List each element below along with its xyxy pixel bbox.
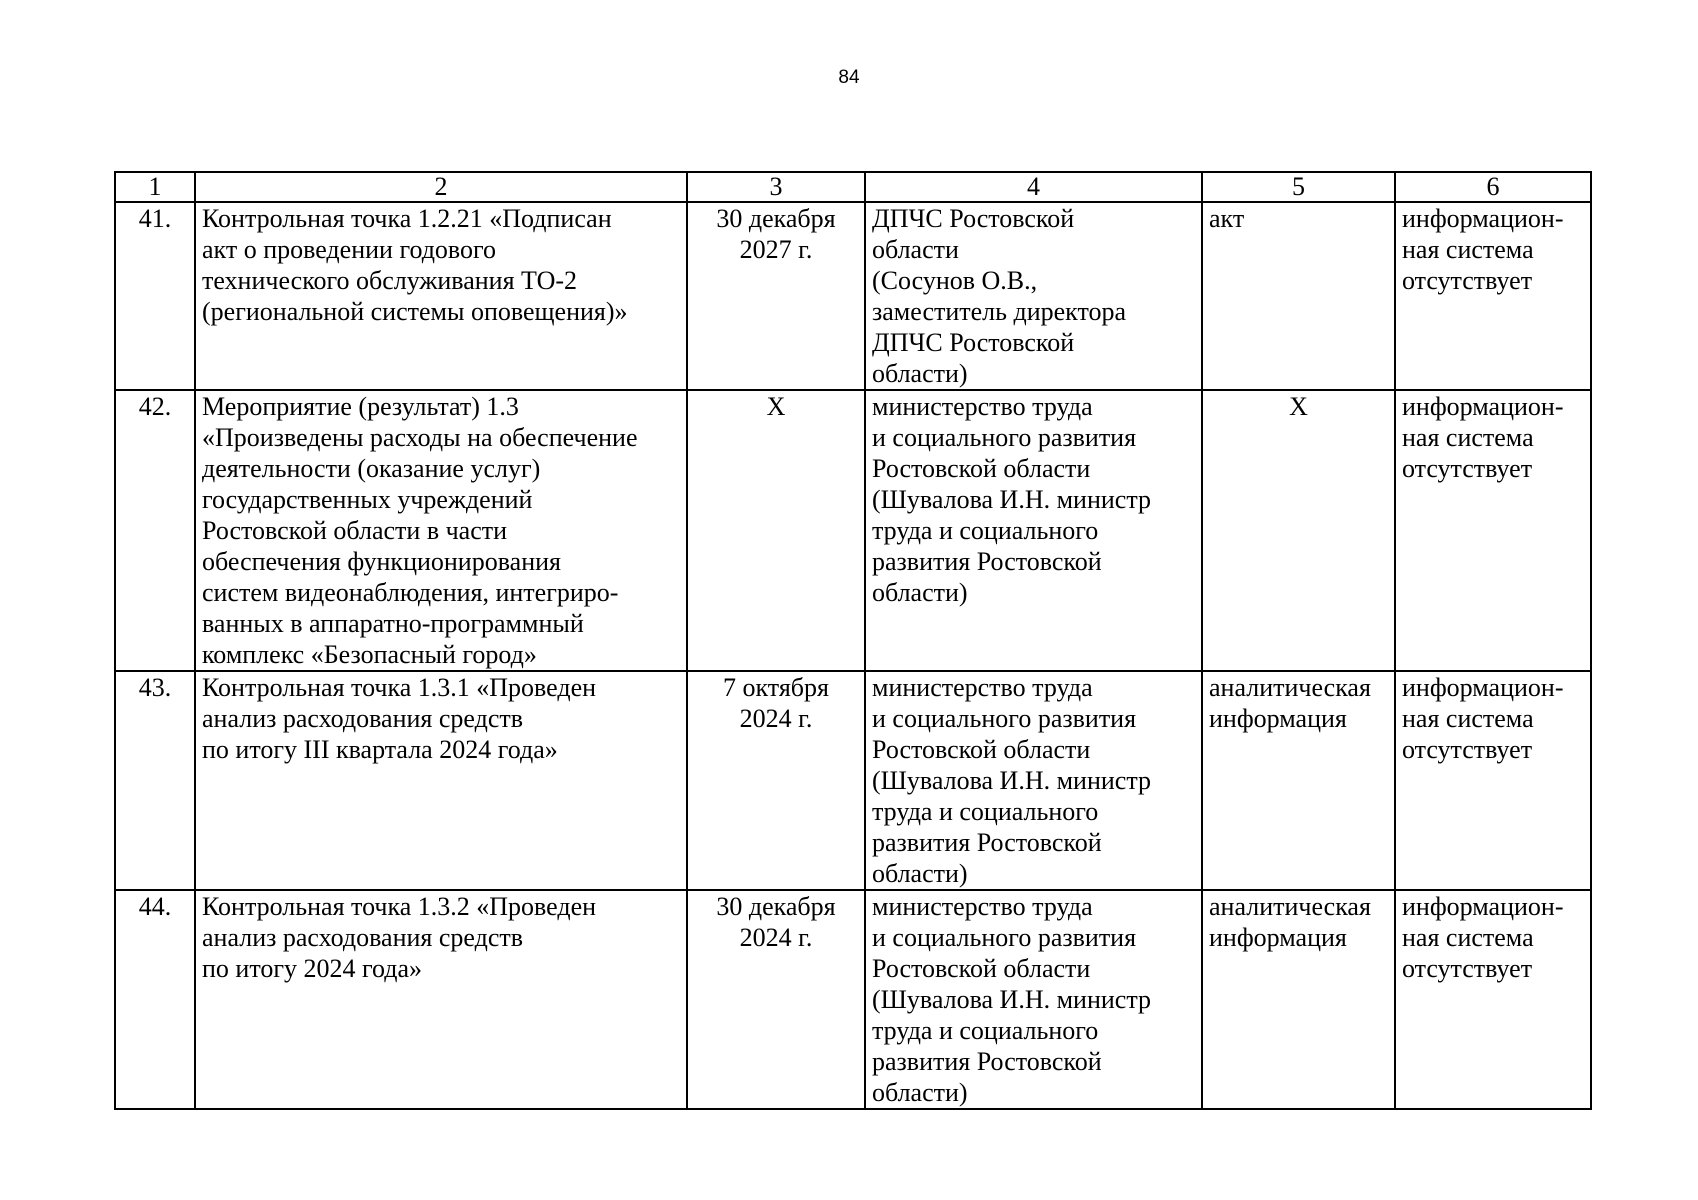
deadline-cell: 30 декабря 2024 г. [687, 890, 865, 1109]
document-type-cell: аналитическая информация [1202, 671, 1395, 890]
event-name-cell: Контрольная точка 1.2.21 «Подписан акт о проведении годового технического обслуживания ТО-2 (региональной системы оповещения)» [195, 202, 687, 390]
column-header: 4 [865, 172, 1202, 202]
row-number-cell: 43. [115, 671, 195, 890]
info-system-cell: информацион- ная система отсутствует [1395, 202, 1591, 390]
event-name-cell: Мероприятие (результат) 1.3 «Произведены расходы на обеспечение деятельности (оказание услуг) государственных учреждений Ростовской области в части обеспечения функционирования систем видеонаблюдения, интегриро- ванных в аппаратно-программный комплекс «Безопасный город» [195, 390, 687, 671]
deadline-cell: Х [687, 390, 865, 671]
info-system-cell: информацион- ная система отсутствует [1395, 890, 1591, 1109]
table-row [115, 671, 1591, 890]
info-system-cell: информацион- ная система отсутствует [1395, 390, 1591, 671]
responsible-cell: министерство труда и социального развития Ростовской области (Шувалова И.Н. министр труда и социального развития Ростовской области) [865, 890, 1202, 1109]
page-number: 84 [838, 67, 860, 88]
responsible-cell: ДПЧС Ростовской области (Сосунов О.В., заместитель директора ДПЧС Ростовской области) [865, 202, 1202, 390]
row-number-cell: 42. [115, 390, 195, 671]
column-header: 2 [195, 172, 687, 202]
table-row [115, 390, 1591, 671]
event-name-cell: Контрольная точка 1.3.2 «Проведен анализ расходования средств по итогу 2024 года» [195, 890, 687, 1109]
table-header-row [115, 172, 1591, 202]
responsible-cell: министерство труда и социального развития Ростовской области (Шувалова И.Н. министр труда и социального развития Ростовской области) [865, 390, 1202, 671]
deadline-cell: 7 октября 2024 г. [687, 671, 865, 890]
column-header: 6 [1395, 172, 1591, 202]
row-number-cell: 44. [115, 890, 195, 1109]
plan-table [114, 171, 1592, 1110]
document-type-cell: акт [1202, 202, 1395, 390]
table-row [115, 890, 1591, 1109]
event-name-cell: Контрольная точка 1.3.1 «Проведен анализ расходования средств по итогу III квартала 2024 года» [195, 671, 687, 890]
document-type-cell: аналитическая информация [1202, 890, 1395, 1109]
column-header: 3 [687, 172, 865, 202]
table-row [115, 202, 1591, 390]
column-header: 5 [1202, 172, 1395, 202]
document-type-cell: Х [1202, 390, 1395, 671]
column-header: 1 [115, 172, 195, 202]
info-system-cell: информацион- ная система отсутствует [1395, 671, 1591, 890]
deadline-cell: 30 декабря 2027 г. [687, 202, 865, 390]
responsible-cell: министерство труда и социального развития Ростовской области (Шувалова И.Н. министр труда и социального развития Ростовской области) [865, 671, 1202, 890]
row-number-cell: 41. [115, 202, 195, 390]
